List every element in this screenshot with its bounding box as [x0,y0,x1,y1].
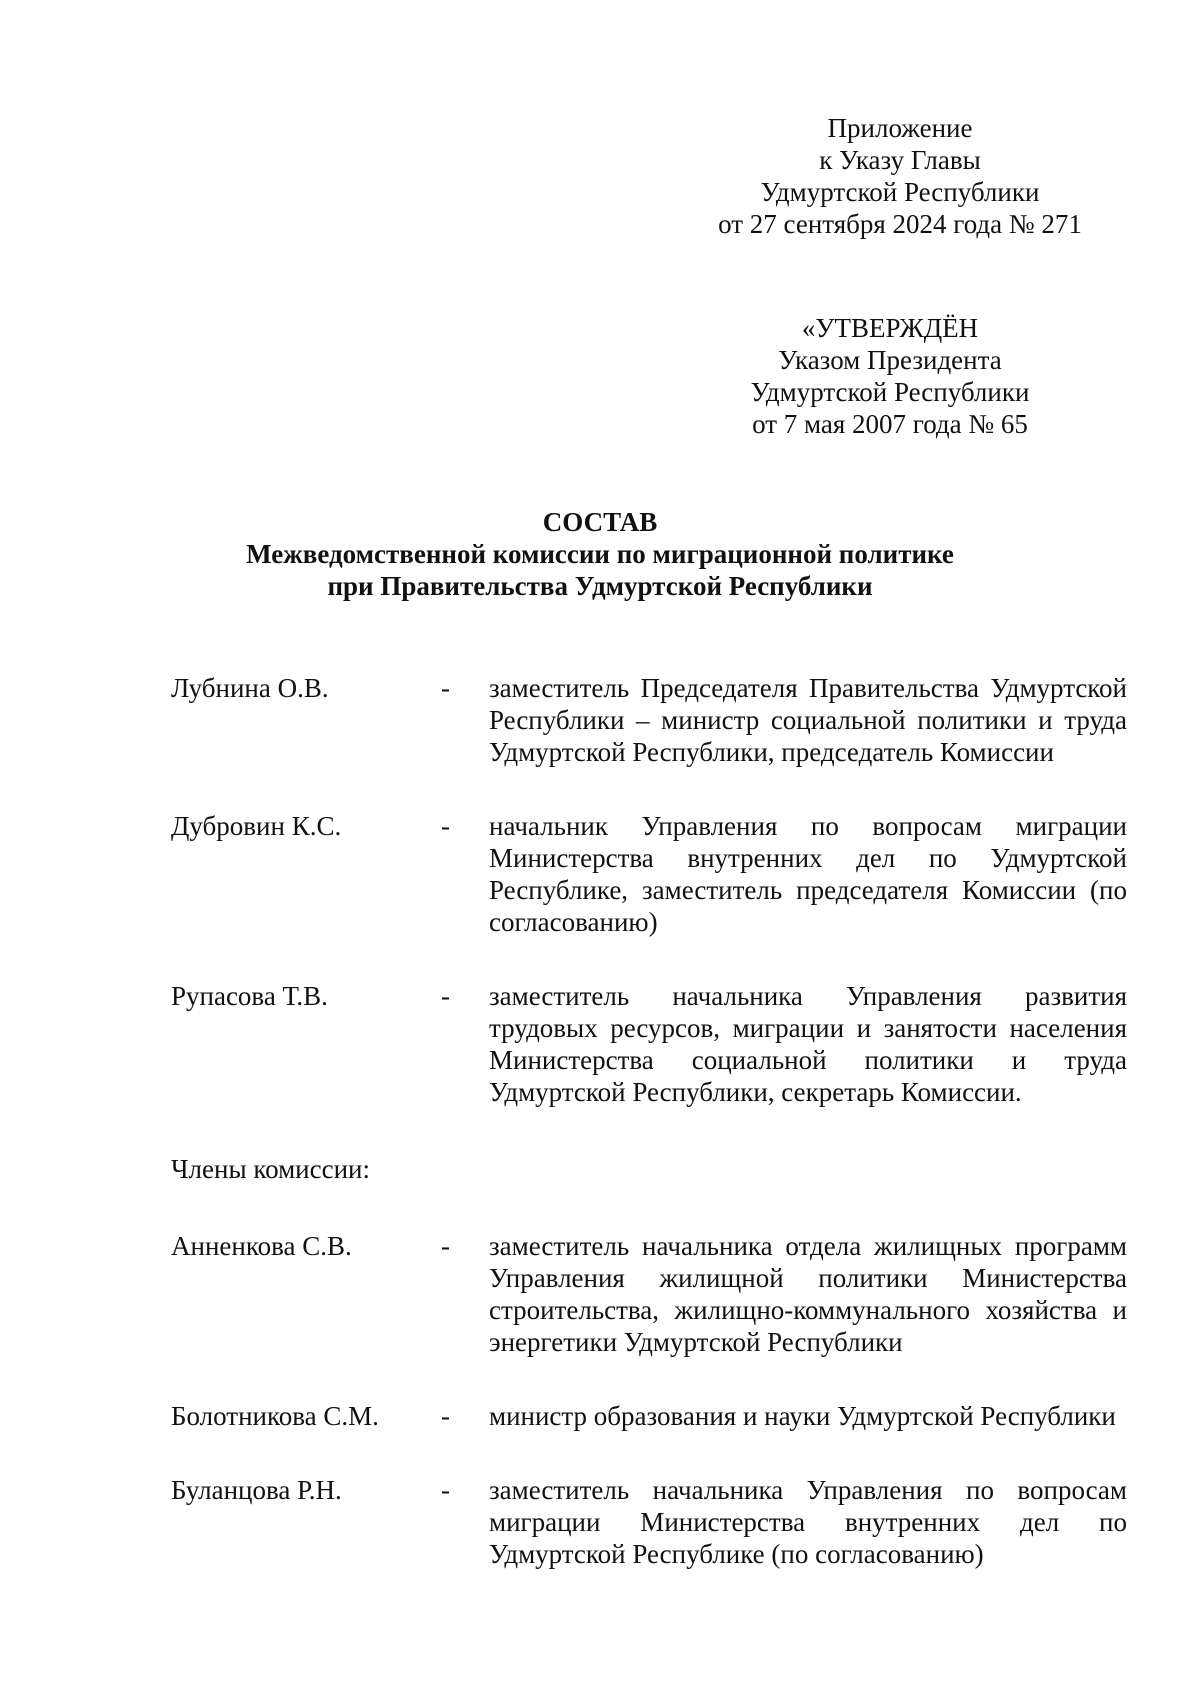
entry-dash: - [441,981,450,1011]
approved-line: от 7 мая 2007 года № 65 [752,409,1028,439]
approved-line: Удмуртской Республики [750,377,1030,407]
member-entry [171,1474,1131,1570]
appendix-line: Приложение [827,113,973,143]
leadership-entry [171,672,1131,768]
appendix-line: к Указу Главы [819,145,981,175]
leadership-entry [171,810,1131,938]
member-name: Дубровин К.С. [171,811,342,841]
member-name: Рупасова Т.В. [171,981,328,1011]
approved-line: «УТВЕРЖДЁН [801,313,979,343]
title-main: СОСТАВ [542,507,658,537]
member-entry [171,1230,1131,1358]
title-line: Межведомственной комиссии по миграционной политике [246,539,954,569]
member-role: начальник Управления по вопросам миграции Министерства внутренних дел по Удмуртской Республике, заместитель председателя Комиссии (по согласованию) [489,811,1127,937]
member-name: Лубнина О.В. [171,673,329,703]
member-name: Анненкова С.В. [171,1231,352,1261]
members-section-label: Члены комиссии: [171,1154,370,1184]
entry-dash: - [441,811,450,841]
appendix-header [700,112,1100,240]
document-title [100,506,1100,602]
title-line: при Правительства Удмуртской Республики [327,571,873,601]
member-name: Болотникова С.М. [171,1401,379,1431]
leadership-entry [171,980,1131,1108]
appendix-line: Удмуртской Республики [760,177,1040,207]
member-entry [171,1400,1131,1432]
member-role: заместитель начальника Управления развития трудовых ресурсов, миграции и занятости населения Министерства социальной политики и труда Удмуртской Республики, секретарь Комиссии. [489,981,1127,1107]
approved-line: Указом Президента [778,345,1002,375]
entry-dash: - [441,673,450,703]
member-role: заместитель Председателя Правительства Удмуртской Республики – министр социальной политики и труда Удмуртской Республики, председатель Комиссии [489,673,1127,767]
member-name: Буланцова Р.Н. [171,1475,342,1505]
commission-list [171,672,1131,1570]
member-role: заместитель начальника Управления по вопросам миграции Министерства внутренних дел по Удмуртской Республике (по согласованию) [489,1475,1127,1569]
approved-header [690,312,1090,440]
appendix-line: от 27 сентября 2024 года № 271 [718,209,1082,239]
entry-dash: - [441,1231,450,1261]
member-role: министр образования и науки Удмуртской Республики [489,1401,1116,1431]
entry-dash: - [441,1475,450,1505]
entry-dash: - [441,1401,450,1431]
member-role: заместитель начальника отдела жилищных программ Управления жилищной политики Министерства строительства, жилищно-коммунального хозяйства и энергетики Удмуртской Республики [489,1231,1127,1357]
